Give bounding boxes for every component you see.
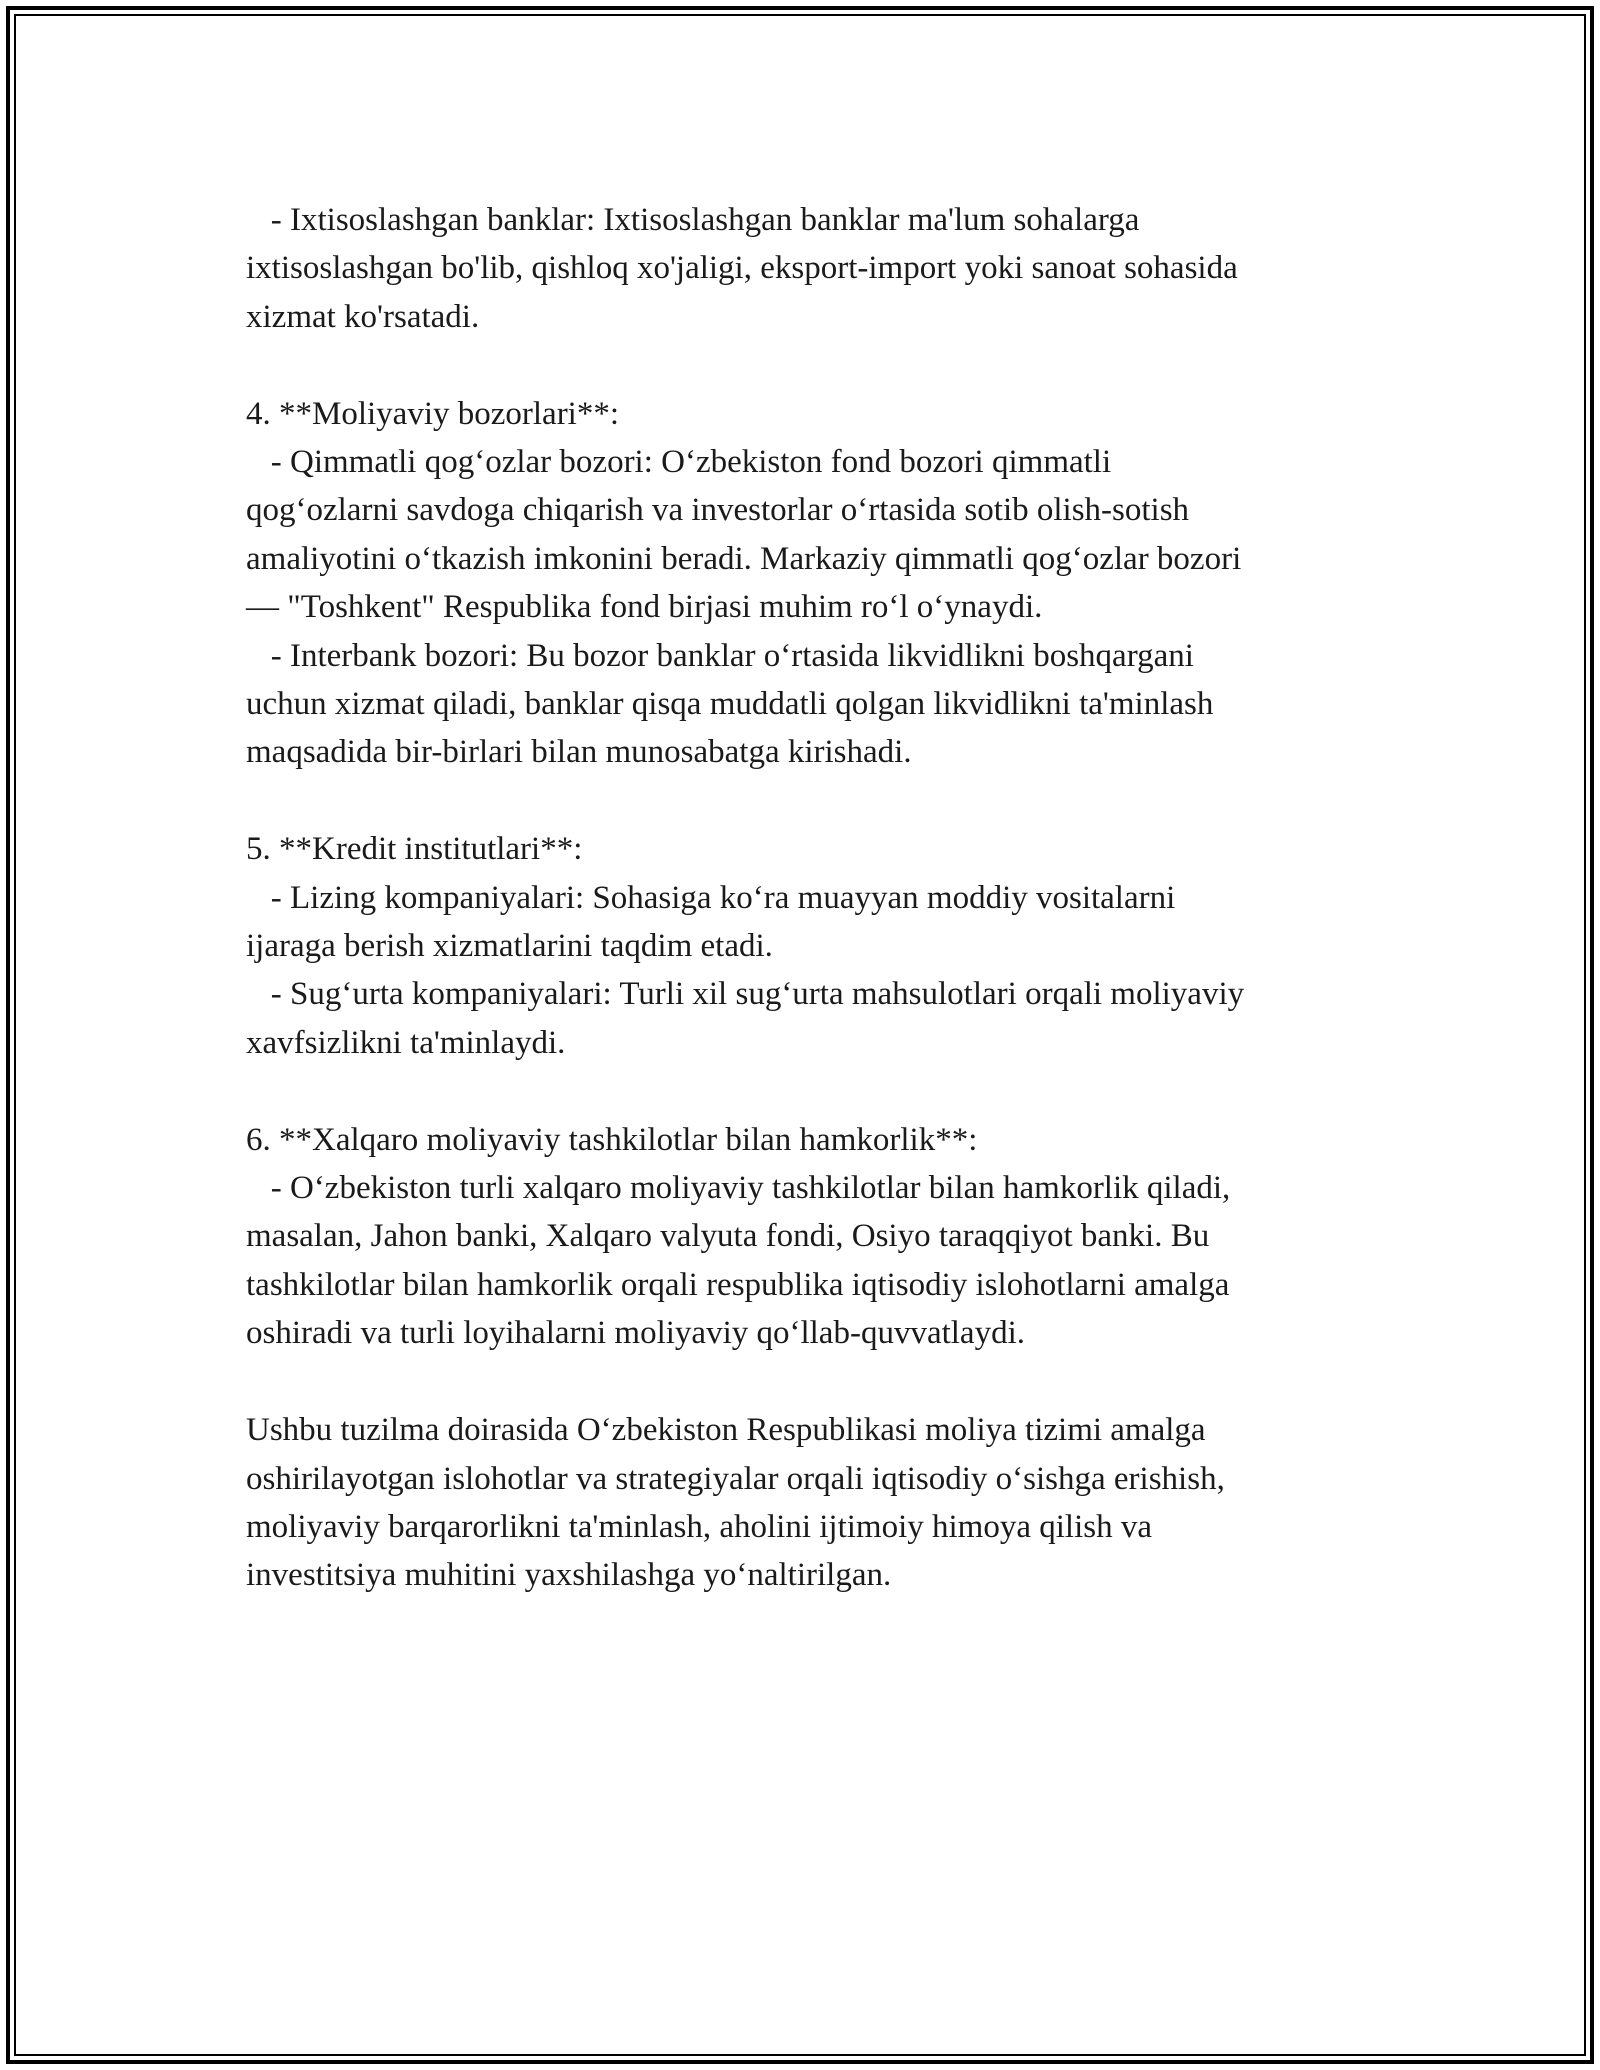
text-line: oshirilayotgan islohotlar va strategiyalar orqali iqtisodiy o‘sishga erishish,	[246, 1460, 1225, 1497]
text-line: moliyaviy barqarorlikni ta'minlash, aholini ijtimoiy himoya qilish va	[246, 1508, 1152, 1545]
section-heading: 5. **Kredit institutlari**:	[246, 831, 583, 868]
text-line: - Interbank bozori: Bu bozor banklar o‘rtasida likvidlikni boshqargani	[246, 637, 1194, 674]
text-line: maqsadida bir-birlari bilan munosabatga kirishadi.	[246, 734, 912, 771]
page-border	[6, 6, 1594, 2064]
text-line: tashkilotlar bilan hamkorlik orqali respublika iqtisodiy islohotlarni amalga	[246, 1266, 1230, 1303]
text-line: qog‘ozlarni savdoga chiqarish va investorlar o‘rtasida sotib olish-sotish	[246, 492, 1190, 529]
paragraph-spacer	[246, 341, 1370, 389]
section-credit-institutions	[246, 825, 1370, 1067]
text-line: xizmat ko'rsatadi.	[246, 298, 480, 335]
paragraph-spacer	[246, 777, 1370, 825]
paragraph-conclusion	[246, 1406, 1370, 1600]
text-line: masalan, Jahon banki, Xalqaro valyuta fondi, Osiyo taraqqiyot banki. Bu	[246, 1218, 1210, 1255]
text-line: - Ixtisoslashgan banklar: Ixtisoslashgan banklar ma'lum sohalarga	[246, 202, 1140, 238]
section-financial-markets	[246, 390, 1370, 777]
section-heading: 4. **Moliyaviy bozorlari**:	[246, 395, 620, 432]
text-line: - Lizing kompaniyalari: Sohasiga ko‘ra muayyan moddiy vositalarni	[246, 879, 1176, 916]
text-line: xavfsizlikni ta'minlaydi.	[246, 1024, 566, 1061]
text-line: - O‘zbekiston turli xalqaro moliyaviy tashkilotlar bilan hamkorlik qiladi,	[246, 1170, 1231, 1207]
text-line: investitsiya muhitini yaxshilashga yo‘naltirilgan.	[246, 1557, 892, 1594]
paragraph-banks-specialized	[246, 196, 1370, 341]
text-line: — "Toshkent" Respublika fond birjasi muhim ro‘l o‘ynaydi.	[246, 589, 1043, 626]
text-line: Ushbu tuzilma doirasida O‘zbekiston Respublikasi moliya tizimi amalga	[246, 1412, 1206, 1449]
section-heading: 6. **Xalqaro moliyaviy tashkilotlar bilan hamkorlik**:	[246, 1121, 978, 1158]
text-line: ijaraga berish xizmatlarini taqdim etadi.	[246, 928, 773, 965]
text-line: oshiradi va turli loyihalarni moliyaviy qo‘llab-quvvatlaydi.	[246, 1315, 1025, 1352]
section-international-cooperation	[246, 1116, 1370, 1358]
text-line: - Qimmatli qog‘ozlar bozori: O‘zbekiston fond bozori qimmatli	[246, 444, 1112, 481]
text-line: uchun xizmat qiladi, banklar qisqa muddatli qolgan likvidlikni ta'minlash	[246, 686, 1214, 723]
paragraph-spacer	[246, 1358, 1370, 1406]
text-line: ixtisoslashgan bo'lib, qishloq xo'jaligi, eksport-import yoki sanoat sohasida	[246, 250, 1238, 287]
paragraph-spacer	[246, 1067, 1370, 1115]
text-line: amaliyotini o‘tkazish imkonini beradi. Markaziy qimmatli qog‘ozlar bozori	[246, 540, 1242, 577]
document-body	[246, 196, 1370, 1600]
text-line: - Sug‘urta kompaniyalari: Turli xil sug‘urta mahsulotlari orqali moliyaviy	[246, 976, 1245, 1013]
